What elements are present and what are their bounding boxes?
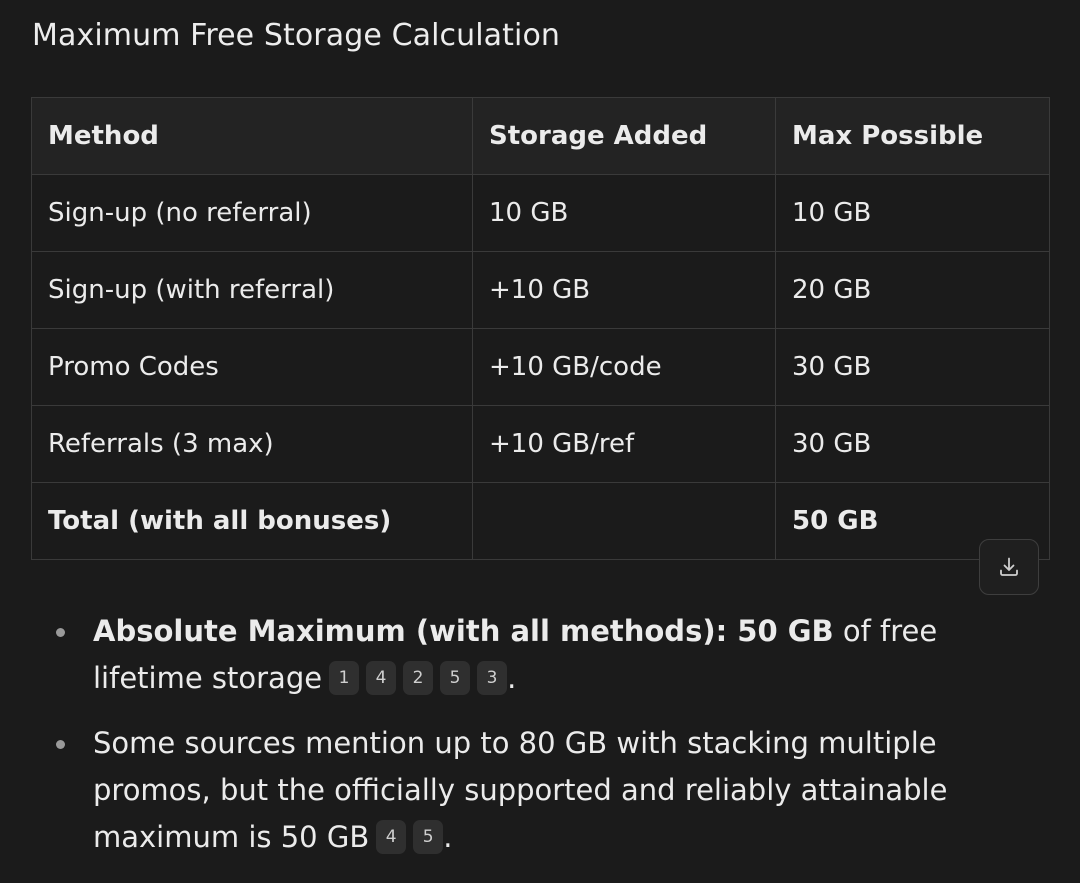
table-row-total — [32, 483, 1050, 560]
table-row — [32, 329, 1050, 406]
table-cell-method: Sign-up (with referral) — [32, 252, 473, 329]
table-cell-method: Sign-up (no referral) — [32, 175, 473, 252]
table-cell-method: Total (with all bonuses) — [32, 483, 473, 560]
note-end-punctuation: . — [443, 820, 453, 854]
table-cell-storage-added: +10 GB — [473, 252, 776, 329]
citation-badge[interactable]: 1 — [329, 661, 359, 695]
table-cell-storage-added: +10 GB/code — [473, 329, 776, 406]
note-text: Some sources mention up to 80 GB with stacking multiple promos, but the officially supported and reliably attainable maximum is 50 GB — [93, 726, 948, 854]
citation-badge[interactable]: 5 — [440, 661, 470, 695]
table-cell-storage-added: +10 GB/ref — [473, 406, 776, 483]
table-cell-storage-added: 10 GB — [473, 175, 776, 252]
download-table-button[interactable] — [979, 539, 1039, 595]
list-item — [0, 608, 1080, 702]
bullet-dot — [56, 628, 65, 637]
column-header-max-possible: Max Possible — [776, 98, 1050, 175]
note-text: of free lifetime storage — [93, 614, 938, 695]
citation-badge[interactable]: 3 — [477, 661, 507, 695]
bullet-dot — [56, 740, 65, 749]
list-item — [0, 720, 1080, 861]
table-row — [32, 175, 1050, 252]
section-heading: Maximum Free Storage Calculation — [32, 18, 561, 53]
column-header-method: Method — [32, 98, 473, 175]
storage-table-container — [31, 97, 1049, 560]
citation-badge[interactable]: 4 — [376, 820, 406, 854]
table-cell-storage-added — [473, 483, 776, 560]
column-header-storage-added: Storage Added — [473, 98, 776, 175]
table-row — [32, 406, 1050, 483]
table-cell-max-possible: 50 GB — [776, 483, 1050, 560]
table-row — [32, 252, 1050, 329]
table-cell-max-possible: 20 GB — [776, 252, 1050, 329]
table-cell-max-possible: 30 GB — [776, 329, 1050, 406]
note-bold-text: Absolute Maximum (with all methods): 50 GB — [93, 614, 834, 648]
storage-table — [31, 97, 1050, 560]
table-header-row — [32, 98, 1050, 175]
citation-badge[interactable]: 5 — [413, 820, 443, 854]
download-icon — [997, 555, 1021, 579]
table-cell-max-possible: 30 GB — [776, 406, 1050, 483]
table-cell-max-possible: 10 GB — [776, 175, 1050, 252]
table-cell-method: Promo Codes — [32, 329, 473, 406]
note-end-punctuation: . — [507, 661, 517, 695]
citation-badge[interactable]: 2 — [403, 661, 433, 695]
citation-badge[interactable]: 4 — [366, 661, 396, 695]
notes-list — [0, 608, 1080, 879]
table-cell-method: Referrals (3 max) — [32, 406, 473, 483]
